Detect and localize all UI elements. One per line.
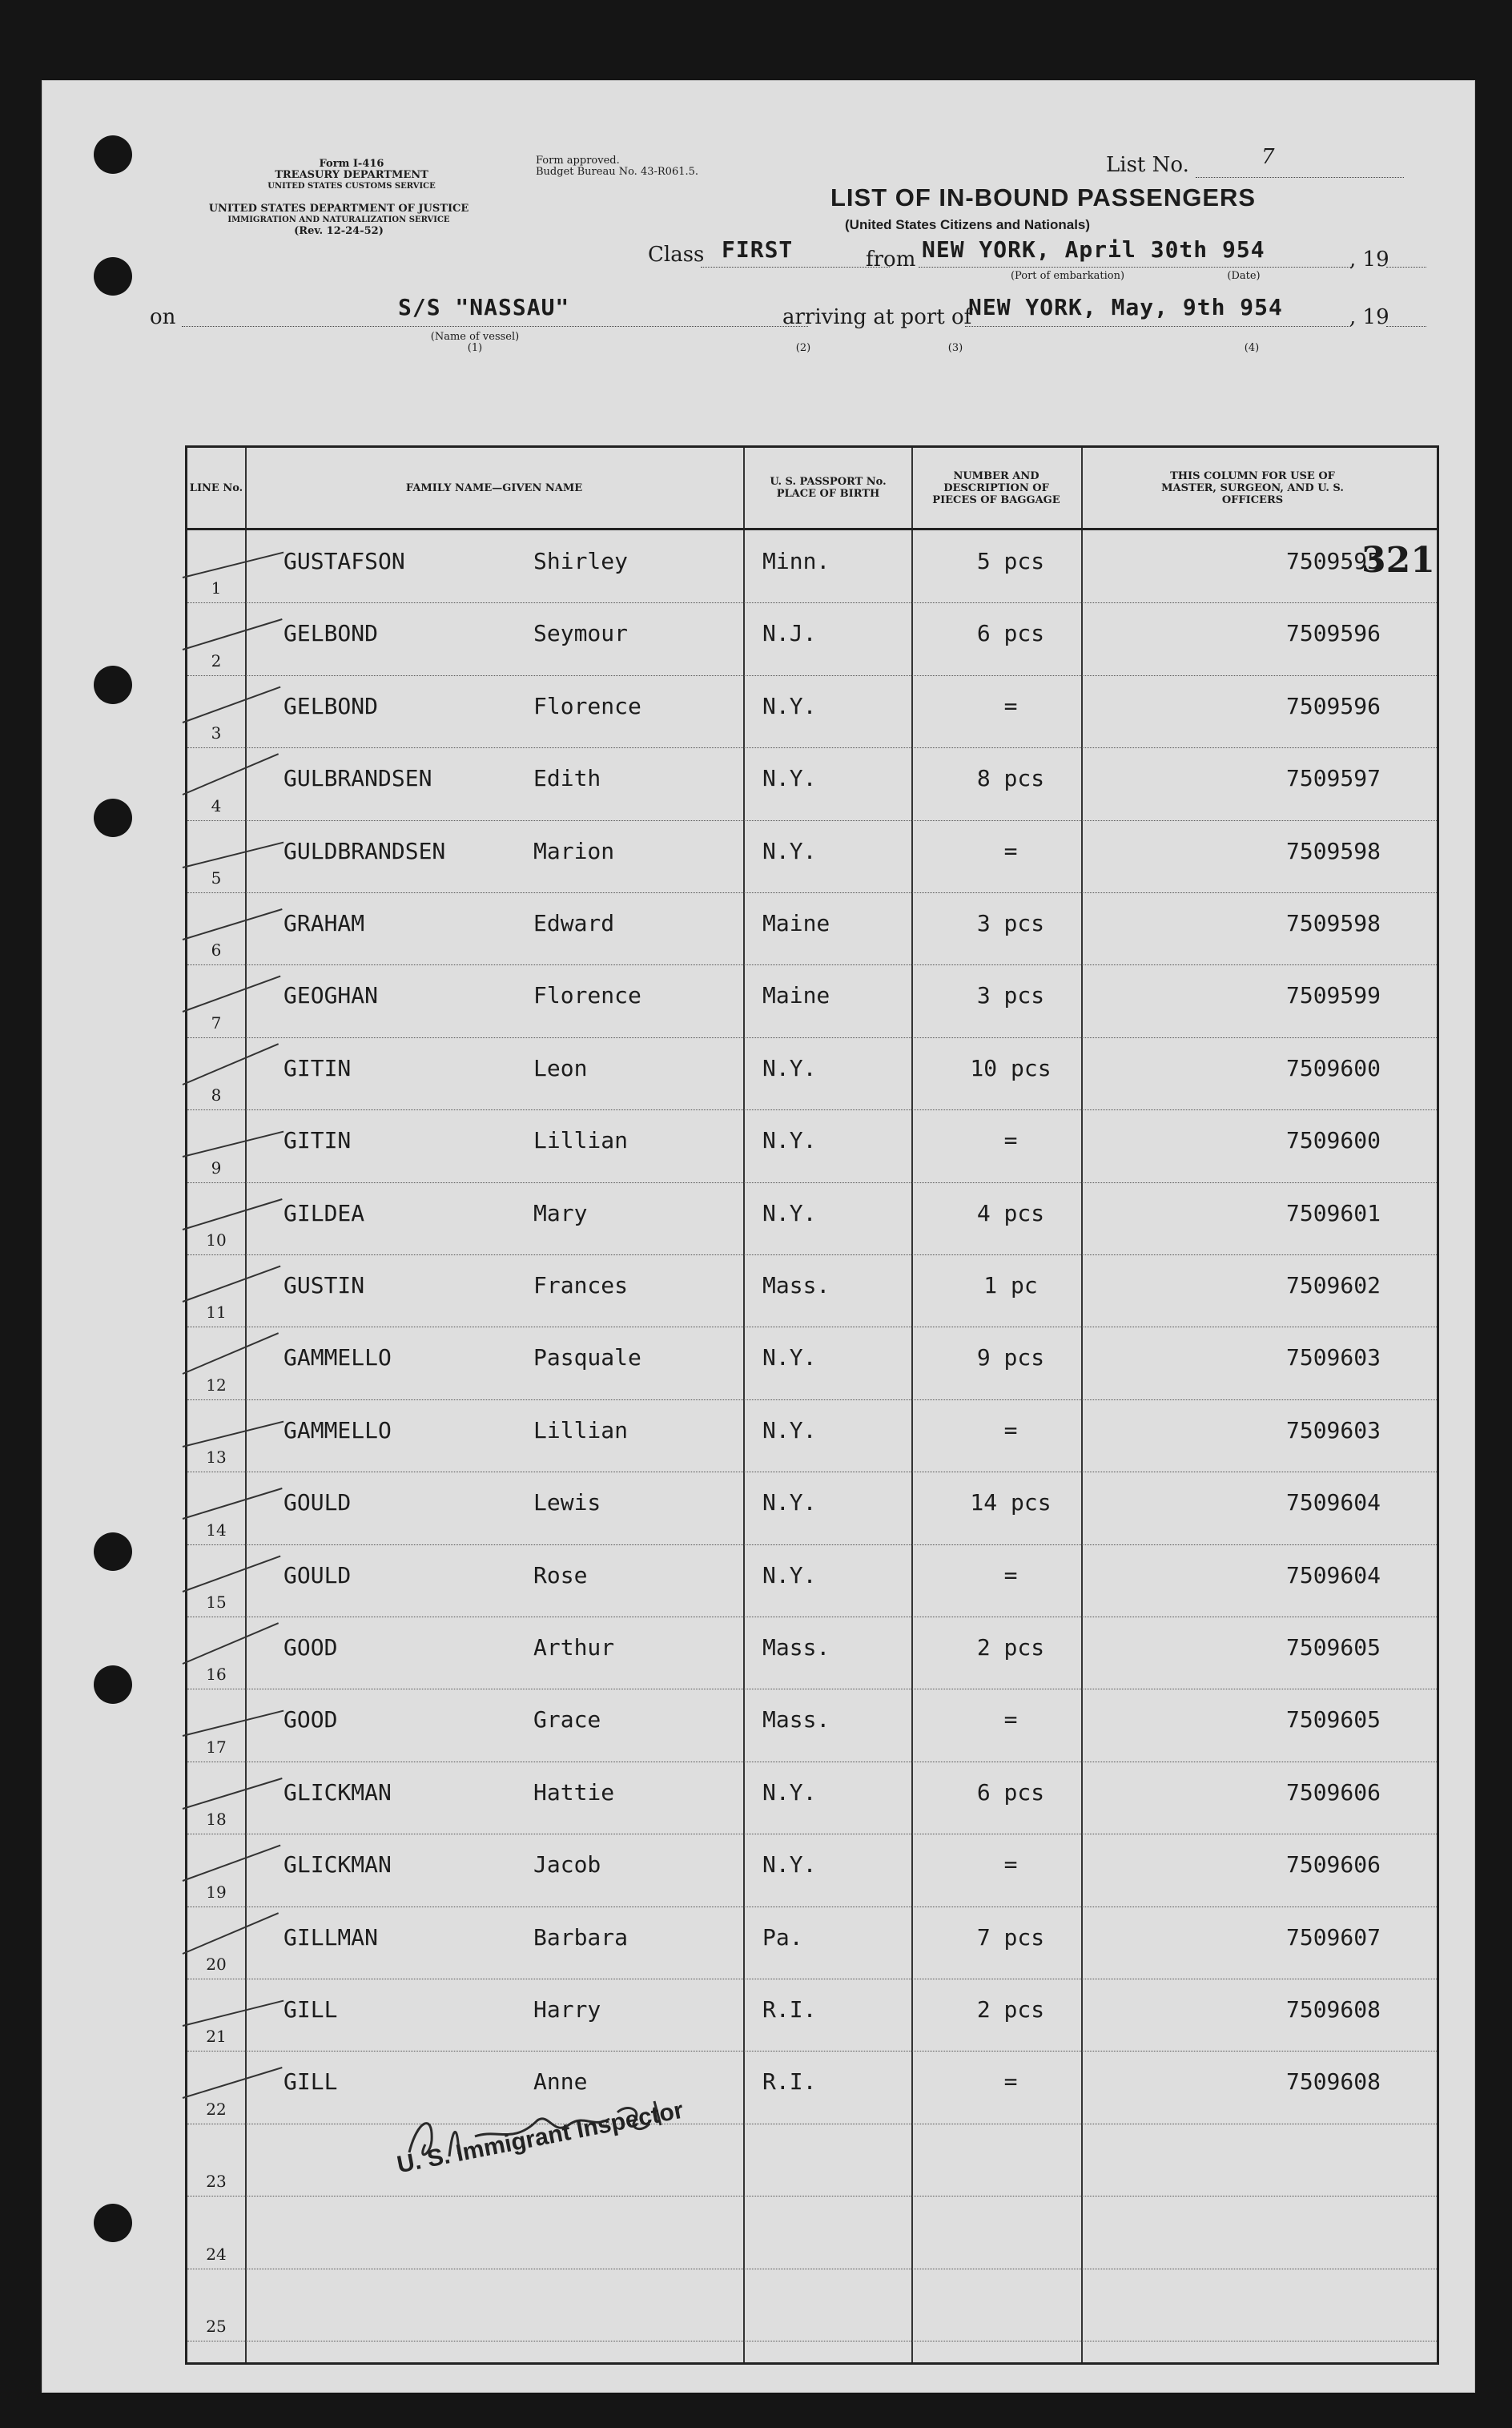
family-name: GLICKMAN	[284, 1851, 392, 1878]
family-name: GILL	[284, 1996, 338, 2023]
family-name: GOOD	[284, 1634, 338, 1661]
budget-bureau: Budget Bureau No. 43-R061.5.	[536, 166, 699, 178]
baggage: 4 pcs	[976, 1199, 1045, 1226]
officer-number: 7509607	[1285, 1923, 1381, 1951]
check-mark	[183, 841, 284, 868]
given-name: Edward	[533, 910, 615, 936]
family-name: GLICKMAN	[284, 1778, 392, 1806]
baggage: =	[1003, 1127, 1018, 1154]
family-name: GITIN	[284, 1054, 352, 1081]
check-mark	[183, 1420, 284, 1447]
given-name: Shirley	[533, 548, 629, 574]
baggage: =	[1003, 692, 1018, 719]
officer-number: 7509596	[1285, 692, 1381, 719]
place-of-birth: N.Y.	[762, 1199, 817, 1226]
punch-hole	[94, 2204, 132, 2242]
header-officers: THIS COLUMN FOR USE OF MASTER, SURGEON, AND U. S. OFFICERS	[1161, 469, 1344, 506]
baggage: 3 pcs	[976, 910, 1045, 936]
place-of-birth: N.Y.	[762, 1127, 817, 1154]
check-mark	[183, 1912, 279, 1955]
baggage: 3 pcs	[976, 982, 1045, 1009]
check-mark	[183, 1845, 281, 1882]
table-row	[187, 2269, 1437, 2341]
check-mark	[183, 1710, 284, 1737]
given-name: Jacob	[533, 1851, 601, 1878]
line-number: 7	[211, 1013, 222, 1033]
officer-number: 7509604	[1285, 1489, 1381, 1516]
family-name: GULBRANDSEN	[284, 765, 432, 792]
line-number: 24	[206, 2244, 227, 2264]
place-of-birth: Minn.	[762, 548, 830, 574]
inspector-stamp: U. S. Immigrant Inspector	[395, 2096, 686, 2179]
table-row	[187, 2124, 1437, 2196]
column-ref-1: (1)	[467, 342, 483, 354]
punch-hole	[94, 257, 132, 296]
baggage: 10 pcs	[970, 1054, 1052, 1081]
line-number: 17	[206, 1737, 227, 1757]
baggage: =	[1003, 1561, 1018, 1588]
family-name: GUSTAFSON	[284, 548, 405, 574]
check-mark	[183, 1555, 281, 1592]
form-number: Form I-416	[319, 158, 384, 170]
given-name: Rose	[533, 1561, 588, 1588]
list-subtitle: (United States Citizens and Nationals)	[845, 217, 1091, 232]
officer-number: 7509598	[1285, 910, 1381, 936]
line-number: 16	[206, 1665, 227, 1685]
check-mark	[183, 1622, 279, 1665]
check-mark	[183, 1778, 283, 1810]
line-number: 25	[206, 2316, 227, 2336]
table-row	[187, 1617, 1437, 1689]
given-name: Florence	[533, 982, 641, 1009]
given-name: Lillian	[533, 1416, 629, 1444]
header-line-no: LINE No.	[189, 481, 243, 494]
given-name: Seymour	[533, 620, 629, 647]
place-of-birth: R.I.	[762, 1996, 817, 2023]
family-name: GITIN	[284, 1127, 352, 1154]
check-mark	[183, 1488, 283, 1520]
table-row	[187, 1037, 1437, 1110]
column-ref-2: (2)	[795, 342, 811, 354]
line-number: 13	[206, 1448, 227, 1468]
line-number: 6	[211, 940, 222, 960]
check-mark	[183, 1043, 279, 1085]
ins-name: IMMIGRATION AND NATURALIZATION SERVICE	[227, 215, 450, 224]
line-number: 20	[206, 1954, 227, 1974]
place-of-birth: N.Y.	[762, 1561, 817, 1588]
baggage: =	[1003, 1851, 1018, 1878]
table-row	[187, 1182, 1437, 1255]
vessel-value: S/S "NASSAU"	[398, 294, 570, 320]
given-name: Mary	[533, 1199, 588, 1226]
list-no-line	[1196, 177, 1404, 178]
family-name: GOULD	[284, 1561, 352, 1588]
officer-number: 7509604	[1285, 1561, 1381, 1588]
given-name: Grace	[533, 1706, 601, 1733]
family-name: GULDBRANDSEN	[284, 837, 446, 864]
form-approved: Form approved.	[536, 155, 620, 167]
check-mark	[183, 1198, 283, 1230]
year-suffix-2: , 19	[1349, 305, 1389, 329]
place-of-birth: N.Y.	[762, 1054, 817, 1081]
officer-number: 7509608	[1285, 1996, 1381, 2023]
officer-number: 7509606	[1285, 1851, 1381, 1878]
table-row	[187, 602, 1437, 675]
header-passport: U. S. PASSPORT No. PLACE OF BIRTH	[770, 476, 887, 500]
officer-number: 7509605	[1285, 1706, 1381, 1733]
place-of-birth: N.J.	[762, 620, 817, 647]
check-mark	[183, 552, 284, 578]
baggage: =	[1003, 2068, 1018, 2096]
from-line	[919, 267, 1351, 268]
line-number: 3	[211, 723, 222, 743]
table-row	[187, 1979, 1437, 2052]
port-caption: (Port of embarkation)	[1010, 270, 1125, 282]
table-row	[187, 530, 1437, 603]
family-name: GOOD	[284, 1706, 338, 1733]
line-number: 4	[211, 795, 222, 815]
year-line-1	[1386, 267, 1426, 268]
given-name: Arthur	[533, 1634, 615, 1661]
given-name: Harry	[533, 1996, 601, 2023]
baggage: 6 pcs	[976, 620, 1045, 647]
officer-number: 7509599	[1285, 982, 1381, 1009]
place-of-birth: Mass.	[762, 1272, 830, 1299]
family-name: GAMMELLO	[284, 1416, 392, 1444]
family-name: GILDEA	[284, 1199, 365, 1226]
family-name: GELBOND	[284, 620, 379, 647]
check-mark	[183, 2067, 283, 2099]
baggage: =	[1003, 1416, 1018, 1444]
year-suffix-1: , 19	[1349, 248, 1389, 272]
check-mark	[183, 908, 283, 940]
line-number: 1	[211, 578, 222, 598]
line-number: 10	[206, 1230, 227, 1250]
family-name: GUSTIN	[284, 1272, 365, 1299]
given-name: Leon	[533, 1054, 588, 1081]
baggage: 5 pcs	[976, 548, 1045, 574]
handwritten-number: 321	[1361, 540, 1435, 581]
family-name: GILL	[284, 2068, 338, 2096]
place-of-birth: Maine	[762, 982, 830, 1009]
line-number: 15	[206, 1592, 227, 1612]
baggage: 7 pcs	[976, 1923, 1045, 1951]
date-caption: (Date)	[1227, 270, 1261, 282]
family-name: GELBOND	[284, 692, 379, 719]
year-line-2	[1386, 326, 1426, 327]
class-label: Class	[648, 243, 705, 267]
baggage: 2 pcs	[976, 1996, 1045, 2023]
from-label: from	[866, 248, 916, 272]
place-of-birth: Maine	[762, 910, 830, 936]
family-name: GEOGHAN	[284, 982, 379, 1009]
header-baggage: NUMBER AND DESCRIPTION OF PIECES OF BAGGAGE	[932, 469, 1060, 506]
punch-hole	[94, 135, 132, 174]
table-row	[187, 1689, 1437, 1762]
revision: (Rev. 12-24-52)	[294, 225, 384, 237]
officer-number: 7509603	[1285, 1344, 1381, 1371]
line-number: 23	[206, 2172, 227, 2192]
punch-hole	[94, 666, 132, 704]
check-mark	[183, 2000, 284, 2027]
given-name: Lillian	[533, 1127, 629, 1154]
passenger-table	[185, 445, 1439, 2365]
officer-number: 7509597	[1285, 765, 1381, 792]
table-row	[187, 1472, 1437, 1544]
line-number: 19	[206, 1882, 227, 1902]
table-row	[187, 1544, 1437, 1617]
baggage: 14 pcs	[970, 1489, 1052, 1516]
family-name: GILLMAN	[284, 1923, 379, 1951]
baggage: 8 pcs	[976, 765, 1045, 792]
officer-number: 7509596	[1285, 620, 1381, 647]
given-name: Hattie	[533, 1778, 615, 1806]
officer-number: 7509595	[1285, 548, 1381, 574]
family-name: GOULD	[284, 1489, 352, 1516]
table-row	[187, 1254, 1437, 1327]
place-of-birth: N.Y.	[762, 692, 817, 719]
check-mark	[183, 686, 281, 723]
officer-number: 7509600	[1285, 1127, 1381, 1154]
table-row	[187, 964, 1437, 1037]
officer-number: 7509601	[1285, 1199, 1381, 1226]
given-name: Anne	[533, 2068, 588, 2096]
justice-department: UNITED STATES DEPARTMENT OF JUSTICE	[208, 203, 469, 215]
line-number: 2	[211, 650, 222, 670]
table-row	[187, 820, 1437, 893]
table-row	[187, 1109, 1437, 1182]
table-row	[187, 1834, 1437, 1907]
place-of-birth: N.Y.	[762, 837, 817, 864]
line-number: 11	[206, 1303, 227, 1323]
list-no-label: List No.	[1106, 153, 1189, 177]
line-number: 21	[206, 2027, 227, 2047]
arriving-label: arriving at port of	[782, 305, 972, 329]
place-of-birth: N.Y.	[762, 1489, 817, 1516]
place-of-birth: N.Y.	[762, 1778, 817, 1806]
place-of-birth: Mass.	[762, 1634, 830, 1661]
officer-number: 7509608	[1285, 2068, 1381, 2096]
line-number: 5	[211, 868, 222, 888]
place-of-birth: Pa.	[762, 1923, 803, 1951]
check-mark	[183, 618, 283, 650]
officer-number: 7509603	[1285, 1416, 1381, 1444]
baggage: 6 pcs	[976, 1778, 1045, 1806]
table-row	[187, 675, 1437, 748]
on-label: on	[150, 305, 176, 329]
baggage: =	[1003, 1706, 1018, 1733]
baggage: 2 pcs	[976, 1634, 1045, 1661]
place-of-birth: N.Y.	[762, 1344, 817, 1371]
class-value: FIRST	[722, 236, 794, 263]
check-mark	[183, 976, 281, 1013]
place-of-birth: N.Y.	[762, 1416, 817, 1444]
table-row	[187, 1399, 1437, 1472]
check-mark	[183, 1266, 281, 1303]
table-row	[187, 2196, 1437, 2269]
officer-number: 7509600	[1285, 1054, 1381, 1081]
embarkation-value: NEW YORK, April 30th 954	[922, 236, 1265, 263]
check-mark	[183, 1131, 284, 1158]
list-title: LIST OF IN-BOUND PASSENGERS	[830, 183, 1257, 211]
baggage: =	[1003, 837, 1018, 864]
family-name: GAMMELLO	[284, 1344, 392, 1371]
given-name: Pasquale	[533, 1344, 641, 1371]
given-name: Barbara	[533, 1923, 629, 1951]
header-name: FAMILY NAME—GIVEN NAME	[405, 481, 583, 494]
officer-number: 7509605	[1285, 1634, 1381, 1661]
place-of-birth: N.Y.	[762, 765, 817, 792]
baggage: 9 pcs	[976, 1344, 1045, 1371]
table-row	[187, 1327, 1437, 1399]
column-ref-3: (3)	[947, 342, 963, 354]
department: TREASURY DEPARTMENT	[275, 169, 428, 181]
officer-number: 7509598	[1285, 837, 1381, 864]
given-name: Marion	[533, 837, 615, 864]
line-number: 18	[206, 1810, 227, 1830]
table-row	[187, 2051, 1437, 2124]
column-ref-4: (4)	[1244, 342, 1260, 354]
line-number: 12	[206, 1375, 227, 1395]
customs-service: UNITED STATES CUSTOMS SERVICE	[267, 182, 436, 191]
family-name: GRAHAM	[284, 910, 365, 936]
document-page	[42, 80, 1475, 2393]
vessel-line	[182, 326, 808, 327]
given-name: Edith	[533, 765, 601, 792]
check-mark	[183, 753, 279, 795]
line-number: 14	[206, 1520, 227, 1540]
place-of-birth: Mass.	[762, 1706, 830, 1733]
vessel-caption: (Name of vessel)	[430, 331, 520, 343]
class-line	[701, 267, 890, 268]
line-number: 9	[211, 1158, 222, 1178]
punch-hole	[94, 799, 132, 837]
officer-number: 7509602	[1285, 1272, 1381, 1299]
table-row	[187, 892, 1437, 965]
list-no-value: 7	[1261, 145, 1275, 169]
arrival-line	[965, 326, 1351, 327]
place-of-birth: N.Y.	[762, 1851, 817, 1878]
punch-hole	[94, 1532, 132, 1571]
line-number: 22	[206, 2099, 227, 2119]
line-number: 8	[211, 1085, 222, 1105]
table-row	[187, 747, 1437, 820]
given-name: Frances	[533, 1272, 629, 1299]
arrival-value: NEW YORK, May, 9th 954	[968, 294, 1283, 320]
officer-number: 7509606	[1285, 1778, 1381, 1806]
table-row	[187, 1762, 1437, 1834]
given-name: Lewis	[533, 1489, 601, 1516]
baggage: 1 pc	[983, 1272, 1038, 1299]
place-of-birth: R.I.	[762, 2068, 817, 2096]
check-mark	[183, 1333, 279, 1375]
punch-hole	[94, 1665, 132, 1704]
given-name: Florence	[533, 692, 641, 719]
table-row	[187, 1907, 1437, 1979]
